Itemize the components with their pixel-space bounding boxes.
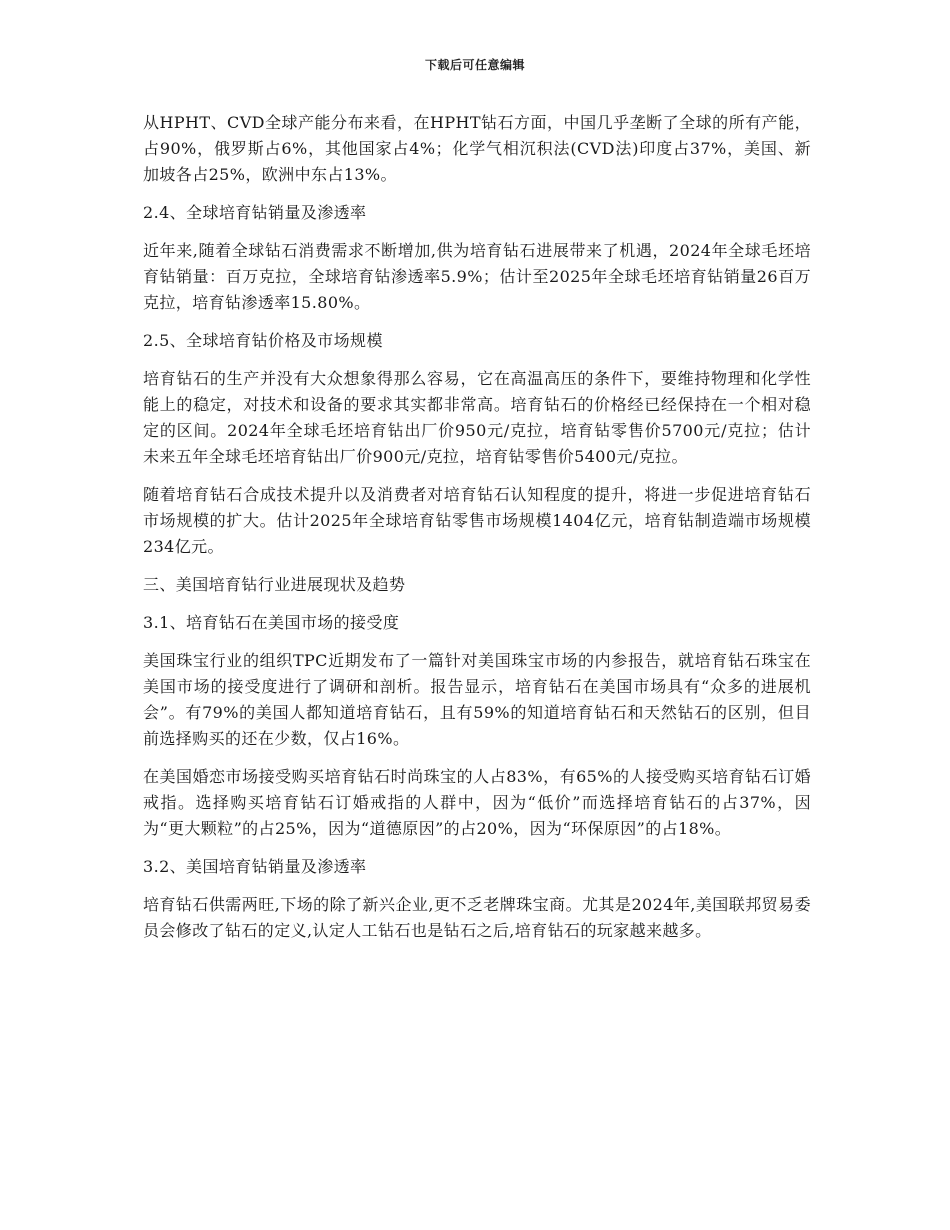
paragraph-capacity-distribution: 从HPHT、CVD全球产能分布来看，在HPHT钻石方面，中国几乎垄断了全球的所有产能，占90%，俄罗斯占6%，其他国家占4%；化学气相沉积法(CVD法)印度占37%，美国、新加坡各占25%，欧洲中东占13%。 <box>143 113 811 184</box>
paragraph-us-sales: 培育钻石供需两旺,下场的除了新兴企业,更不乏老牌珠宝商。尤其是2024年,美国联邦贸易委员会修改了钻石的定义,认定人工钻石也是钻石之后,培育钻石的玩家越来越多。 <box>143 895 811 940</box>
page-header: 下载后可任意编辑 <box>424 58 525 72</box>
paragraph-global-price: 培育钻石的生产并没有大众想象得那么容易，它在高温高压的条件下，要维持物理和化学性能上的稳定，对技术和设备的要求其实都非常高。培育钻石的价格经已经保持在一个相对稳定的区间。2024年全球毛坯培育钻出厂价950元/克拉，培育钻零售价5700元/克拉；估计未来五年全球毛坯培育钻出厂价900元/克拉，培育钻零售价5400元/克拉。 <box>143 369 811 466</box>
paragraph-market-scale: 随着培育钻石合成技术提升以及消费者对培育钻石认知程度的提升，将进一步促进培育钻石市场规模的扩大。估计2025年全球培育钻零售市场规模1404亿元，培育钻制造端市场规模234亿元。 <box>143 485 811 556</box>
chapter-heading-3: 三、美国培育钻行业进展现状及趋势 <box>143 575 406 594</box>
document-body <box>143 110 811 956</box>
section-heading-2-5: 2.5、全球培育钻价格及市场规模 <box>143 331 383 350</box>
paragraph-global-sales: 近年来,随着全球钻石消费需求不断增加,供为培育钻石进展带来了机遇，2024年全球毛坯培育钻销量：百万克拉，全球培育钻渗透率5.9%；估计至2025年全球毛坯培育钻销量26百万克拉，培育钻渗透率15.80%。 <box>143 241 811 312</box>
paragraph-us-acceptance: 美国珠宝行业的组织TPC近期发布了一篇针对美国珠宝市场的内参报告，就培育钻石珠宝在美国市场的接受度进行了调研和剖析。报告显示，培育钻石在美国市场具有“众多的进展机会”。有79%的美国人都知道培育钻石，且有59%的知道培育钻石和天然钻石的区别，但目前选择购买的还在少数，仅占16%。 <box>143 651 811 748</box>
section-heading-3-2: 3.2、美国培育钻销量及渗透率 <box>143 857 367 876</box>
section-heading-3-1: 3.1、培育钻石在美国市场的接受度 <box>143 613 400 632</box>
paragraph-us-wedding-market: 在美国婚恋市场接受购买培育钻石时尚珠宝的人占83%，有65%的人接受购买培育钻石订婚戒指。选择购买培育钻石订婚戒指的人群中，因为“低价”而选择培育钻石的占37%，因为“更大颗粒”的占25%，因为“道德原因”的占20%，因为“环保原因”的占18%。 <box>143 767 811 838</box>
section-heading-2-4: 2.4、全球培育钻销量及渗透率 <box>143 203 367 222</box>
